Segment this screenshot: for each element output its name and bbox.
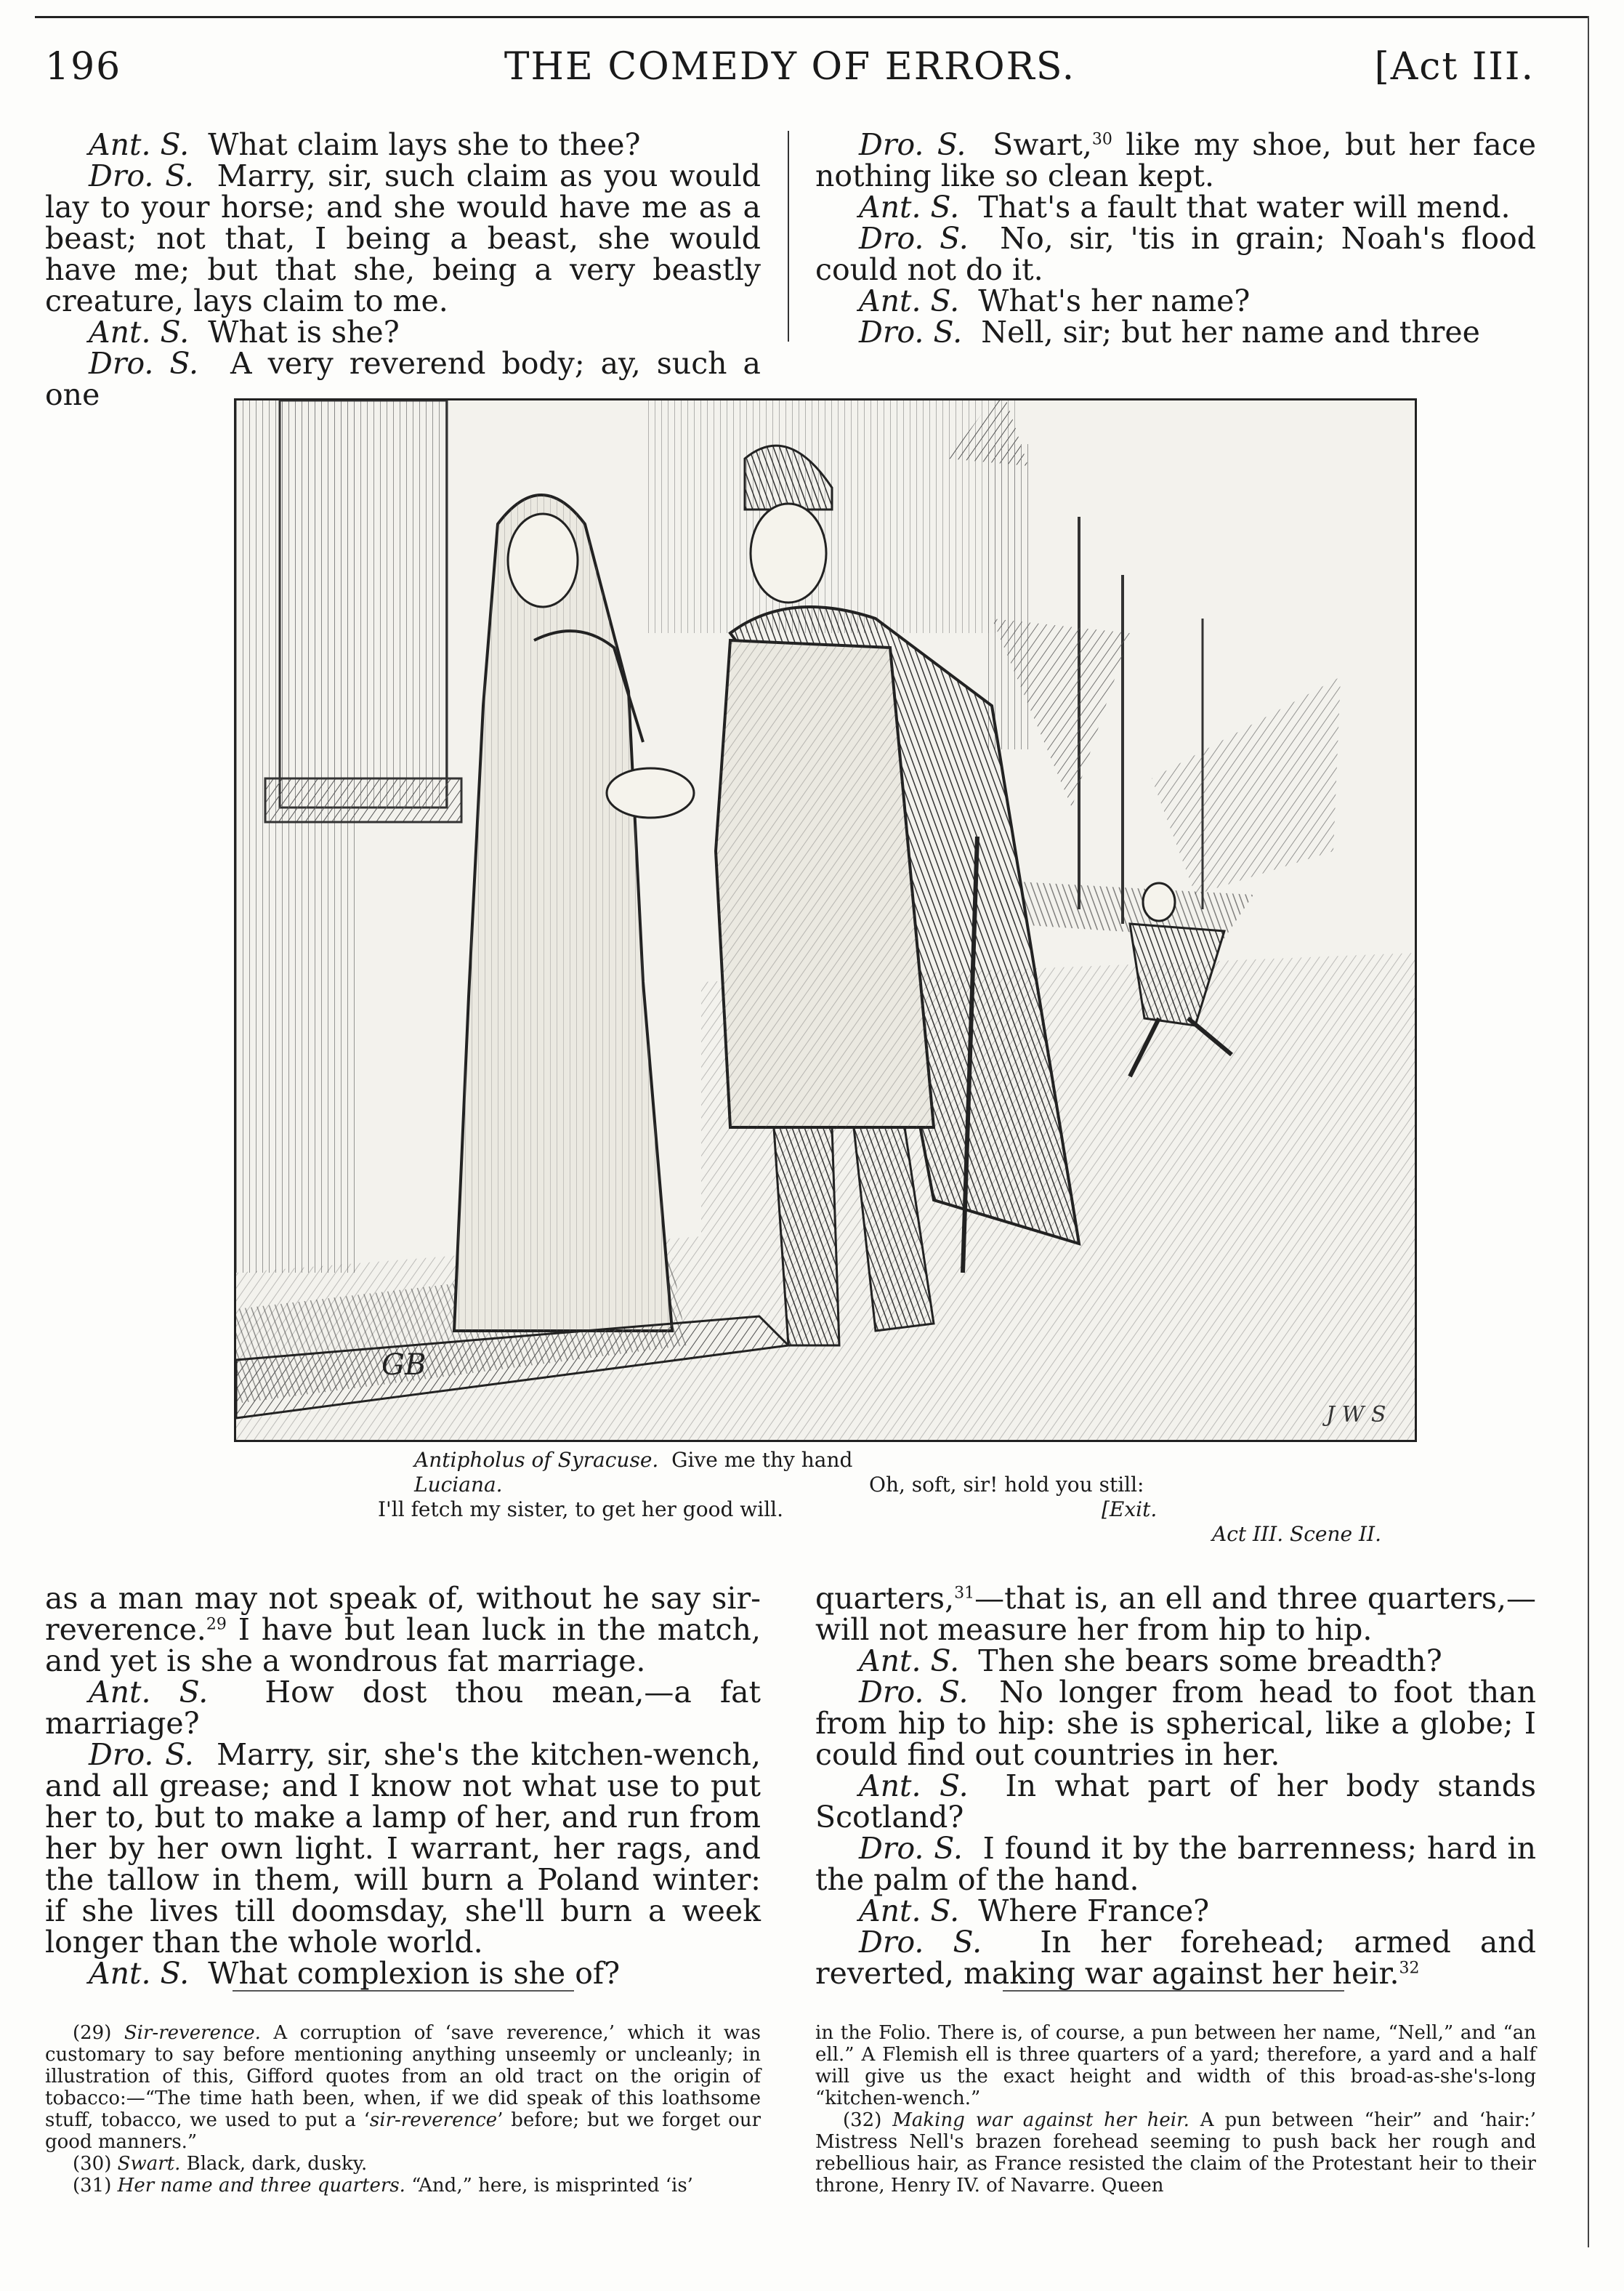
footnote-separator (233, 1990, 574, 1992)
act-label: [Act III. (1374, 45, 1535, 89)
caption-reference: Act III. Scene II. (1212, 1522, 1381, 1546)
speech-line: Dro. S. No longer from head to foot than from hip to hip: she is spherical, like a globe; I could find out countries in her. (815, 1675, 1536, 1772)
caption-speaker: Antipholus of Syracuse. (414, 1448, 659, 1472)
footnote-ref: 30 (1091, 130, 1112, 149)
footnote-separator (1003, 1990, 1344, 1992)
footnote-31: (31) Her name and three quarters. “And,” here, is misprinted ‘is’ (73, 2175, 693, 2197)
caption-line: Oh, soft, sir! hold you still: (869, 1473, 1144, 1497)
footnote-30: (30) Swart. Black, dark, dusky. (73, 2153, 368, 2175)
footnote-29: (29) Sir-reverence. A corruption of ‘save reverence,’ which it was customary to say before mentioning anything unseemly or uncleanly; in illustration of this, Gifford quotes from an old tract on the origin of tobacco:—“The time hath been, when, if we did speak of this loathsome stuff, tobacco, we used to put a ‘sir-reverence’ before; but we forget our good manners.” (45, 2022, 761, 2153)
engraving-illustration (234, 398, 1417, 1442)
speech-line: Ant. S. Where France? (859, 1893, 1210, 1928)
footnote-31-continued: in the Folio. There is, of course, a pun between her name, “Nell,” and “an ell.” A Flemish ell is three quarters of a yard; therefore, a yard and a half will give us the exact height and width of this broad-as-she's-long “kitchen-wench.” (815, 2022, 1536, 2109)
caption-speaker: Luciana. (414, 1473, 503, 1497)
speech-line: Dro. S. Marry, sir, such claim as you would lay to your horse; and she would have me as a beast; not that, I being a beast, she would have me; but that she, being a very beastly creature, lays claim to me. (45, 158, 761, 318)
speech-line: Ant. S. What's her name? (859, 283, 1251, 318)
page-title: THE COMEDY OF ERRORS. (504, 45, 1076, 89)
footnote-ref: 32 (1399, 1959, 1420, 1978)
monogram: GB (381, 1348, 427, 1382)
right-border (1588, 16, 1589, 2247)
speech-line: Dro. S. No, sir, 'tis in grain; Noah's flood could not do it. (815, 221, 1536, 287)
speech-line: Ant. S. What claim lays she to thee? (89, 127, 641, 162)
speech-line: Dro. S. A very reverend body; ay, such a one (45, 346, 761, 412)
continued-speech: as a man may not speak of, without he say sir-reverence.$^{29}$ I have but lean luck in the match, and yet is she a wondrous fat marriage. (45, 1581, 761, 1678)
bottom-left-column (45, 1583, 761, 1989)
footnotes-left (45, 2022, 761, 2197)
caption-exit: [Exit. (1102, 1497, 1158, 1521)
speech-line: Dro. S. Nell, sir; but her name and three (859, 315, 1480, 350)
continued-speech: quarters,$^{31}$—that is, an ell and three quarters,—will not measure her from hip to hip. (815, 1581, 1536, 1647)
speech-line: Ant. S. In what part of her body stands Scotland? (815, 1768, 1536, 1835)
footnote-ref: 29 (206, 1615, 227, 1634)
speech-line: Dro. S. I found it by the barrenness; hard in the palm of the hand. (815, 1831, 1536, 1897)
engraver-signature: J W S (1326, 1402, 1386, 1428)
speech-line: Dro. S. Marry, sir, she's the kitchen-wench, and all grease; and I know not what use to put her to, but to make a lamp of her, and run from her by her own light. I warrant, her rags, and the tallow in them, will burn a Poland winter: if she lives till doomsday, she'll burn a week longer than the whole world. (45, 1737, 761, 1960)
speech-line: Dro. S. In her forehead; armed and reverted, making war against her heir.$^{32}$ (815, 1925, 1536, 1991)
footnote-ref: 31 (954, 1584, 975, 1603)
speech-line: Ant. S. How dost thou mean,—a fat marriage? (45, 1675, 761, 1741)
speech-line: Ant. S. What complexion is she of? (89, 1956, 621, 1991)
top-rule (35, 16, 1589, 18)
page-header (45, 45, 1535, 103)
engraving-drawing (236, 400, 1415, 1440)
top-right-column (815, 129, 1536, 348)
caption-line: Give me thy hand (671, 1448, 853, 1472)
speech-line: Dro. S. Swart,$^{30}$ like my shoe, but her face nothing like so clean kept. (815, 127, 1536, 193)
caption-line: I'll fetch my sister, to get her good will. (378, 1497, 784, 1521)
speech-line: Ant. S. What is she? (89, 315, 400, 350)
speech-line: Ant. S. Then she bears some breadth? (859, 1643, 1442, 1678)
footnotes-right (815, 2022, 1536, 2197)
footnote-32: (32) Making war against her heir. A pun between “heir” and ‘hair:’ Mistress Nell's brazen forehead seeming to push back her rough and rebellious hair, as France resisted the claim of the Protestant heir to their throne, Henry IV. of Navarre. Queen (815, 2109, 1536, 2197)
speech-line: Ant. S. That's a fault that water will mend. (859, 190, 1511, 225)
page-number: 196 (45, 45, 122, 89)
bottom-right-column (815, 1583, 1536, 1989)
top-left-column (45, 129, 761, 411)
column-divider (788, 131, 789, 342)
